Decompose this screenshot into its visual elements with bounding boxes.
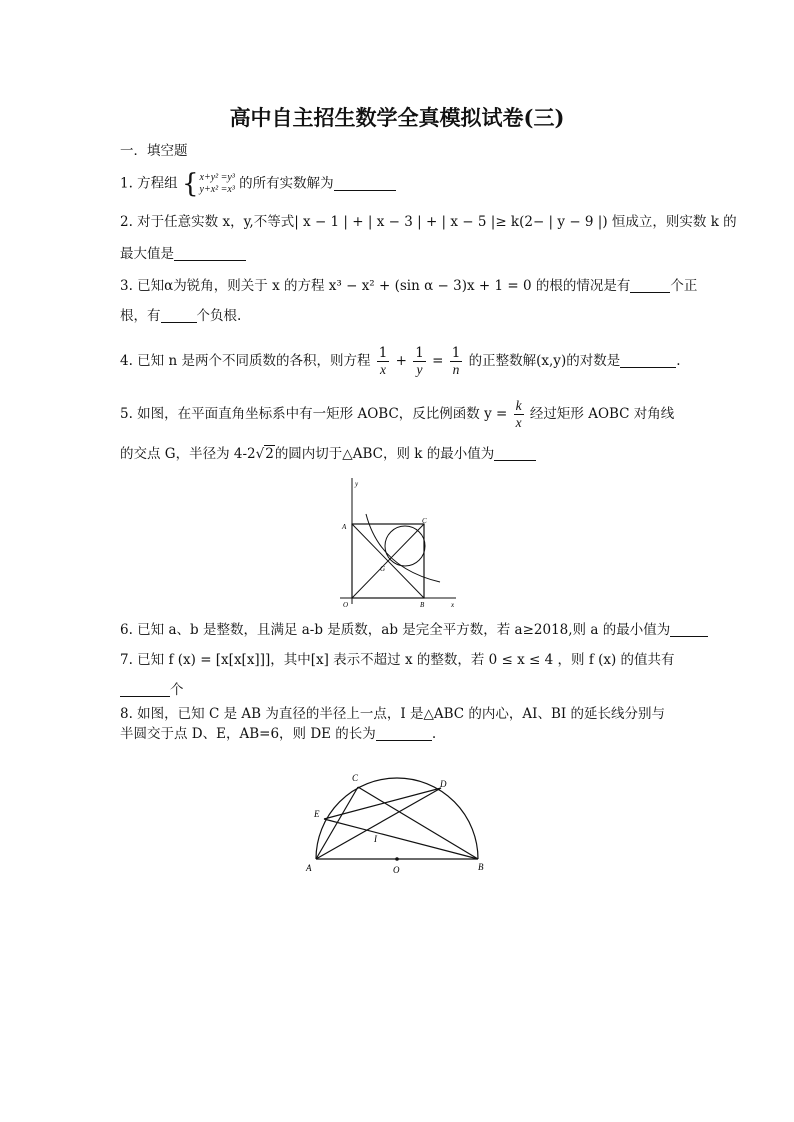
q7-answer-blank[interactable] [120,682,170,697]
question-2: 2. 对于任意实数 x，y,不等式| x − 1 | + | x − 3 | + | x − 5 |≥ k(2− | y − 9 |) 恒成立，则实数 k 的 [120,214,737,230]
q2-answer-blank[interactable] [174,246,246,261]
q8-answer-blank[interactable] [376,726,432,741]
q1-answer-blank[interactable] [334,176,396,191]
question-3 [120,276,697,296]
label-b: B [420,601,425,609]
label-d: D [440,779,447,789]
label-g: G [380,565,386,573]
q3-blank-negative[interactable] [161,308,197,323]
q6-answer-blank[interactable] [670,622,708,637]
label-i: I [374,834,377,844]
page-title: 高中自主招生数学全真模拟试卷(三) [229,105,565,130]
question-5 [120,398,674,431]
q5-answer-blank[interactable] [494,446,536,461]
center-point [395,857,399,861]
q1-prefix: 1. 方程组 [120,175,178,192]
label-y: y [355,480,359,488]
segment-de [324,788,441,819]
question-7: 7. 已知 f (x) = [x[x[x]]]，其中[x] 表示不超过 x 的整数，若 0 ≤ x ≤ 4 ，则 f (x) 的值共有 [120,652,675,668]
q7-line2-text: 个 [170,682,184,698]
question-4 [120,345,681,378]
question-1 [120,171,396,197]
q5-line2-end: 的圆内切于△ABC，则 k 的最小值为 [274,446,495,462]
q6-text: 6. 已知 a、b 是整数，且满足 a-b 是质数，ab 是完全平方数，若 a≥2018,则 a 的最小值为 [120,622,671,638]
question-7-line2 [120,680,184,700]
q4-prefix: 4. 已知 n 是两个不同质数的各积，则方程 [120,353,371,369]
q1-suffix: 的所有实数解为 [239,175,334,192]
q4-fraction-2: $\frac{1}{y}$ [415,345,424,377]
question-8-line2 [120,724,436,744]
q8-end: . [431,726,437,742]
segment-ac [316,787,358,859]
label-o: O [343,601,349,609]
left-brace-icon: { [181,169,199,199]
question-5-line2 [120,444,536,464]
q1-eq2: y+x² =x³ [199,184,235,195]
q4-suffix: 的正整数解(x,y)的对数是 [468,353,621,369]
figure-semicircle [298,764,502,882]
q3-blank-positive[interactable] [630,278,670,293]
segment-be [324,819,478,859]
label-a: A [306,863,312,873]
q5-suffix: 经过矩形 AOBC 对角线 [529,406,675,422]
question-2-line2 [120,244,246,264]
q5-prefix: 5. 如图，在平面直角坐标系中有一矩形 AOBC，反比例函数 y = [120,406,508,422]
label-c: C [352,773,359,783]
segment-cb [358,787,478,859]
q3-line2-end: 个负根. [196,308,242,324]
q4-fraction-1: $\frac{1}{x}$ [378,345,388,377]
figure-rectangle-aobc [336,476,460,614]
q4-end: . [676,353,681,369]
q8-line2-text: 半圆交于点 D、E，AB=6，则 DE 的长为 [120,726,376,742]
q3-line2-text: 根，有 [120,308,161,324]
inscribed-circle [385,526,425,566]
q4-fraction-3: $\frac{1}{n}$ [451,345,461,377]
label-o: O [393,865,400,875]
q5-line2-text: 的交点 G，半径为 4-2 [120,446,256,462]
question-6 [120,620,708,640]
sqrt-icon: √2 [255,446,274,462]
section-heading: 一．填空题 [120,143,188,159]
label-c: C [422,517,427,525]
question-3-line2 [120,306,241,326]
q4-plus: + [395,353,407,369]
q4-equals: = [432,353,444,369]
q5-fraction: $\frac{k}{x}$ [515,398,522,430]
label-a: A [342,523,347,531]
label-x: x [451,601,455,609]
label-e: E [314,809,320,819]
q3-text-2: 个正 [670,278,698,294]
q2-line2-text: 最大值是 [120,246,174,262]
question-8: 8. 如图，已知 C 是 AB 为直径的半径上一点，I 是△ABC 的内心，AI、BI 的延长线分别与 [120,706,666,722]
q4-answer-blank[interactable] [620,353,676,368]
q3-text: 3. 已知α为锐角，则关于 x 的方程 x³ − x² + (sin α − 3)x + 1 = 0 的根的情况是有 [120,278,631,294]
q1-eq1: x+y² =y³ [199,172,235,183]
label-b: B [478,862,484,872]
q1-equation-system [182,171,235,197]
